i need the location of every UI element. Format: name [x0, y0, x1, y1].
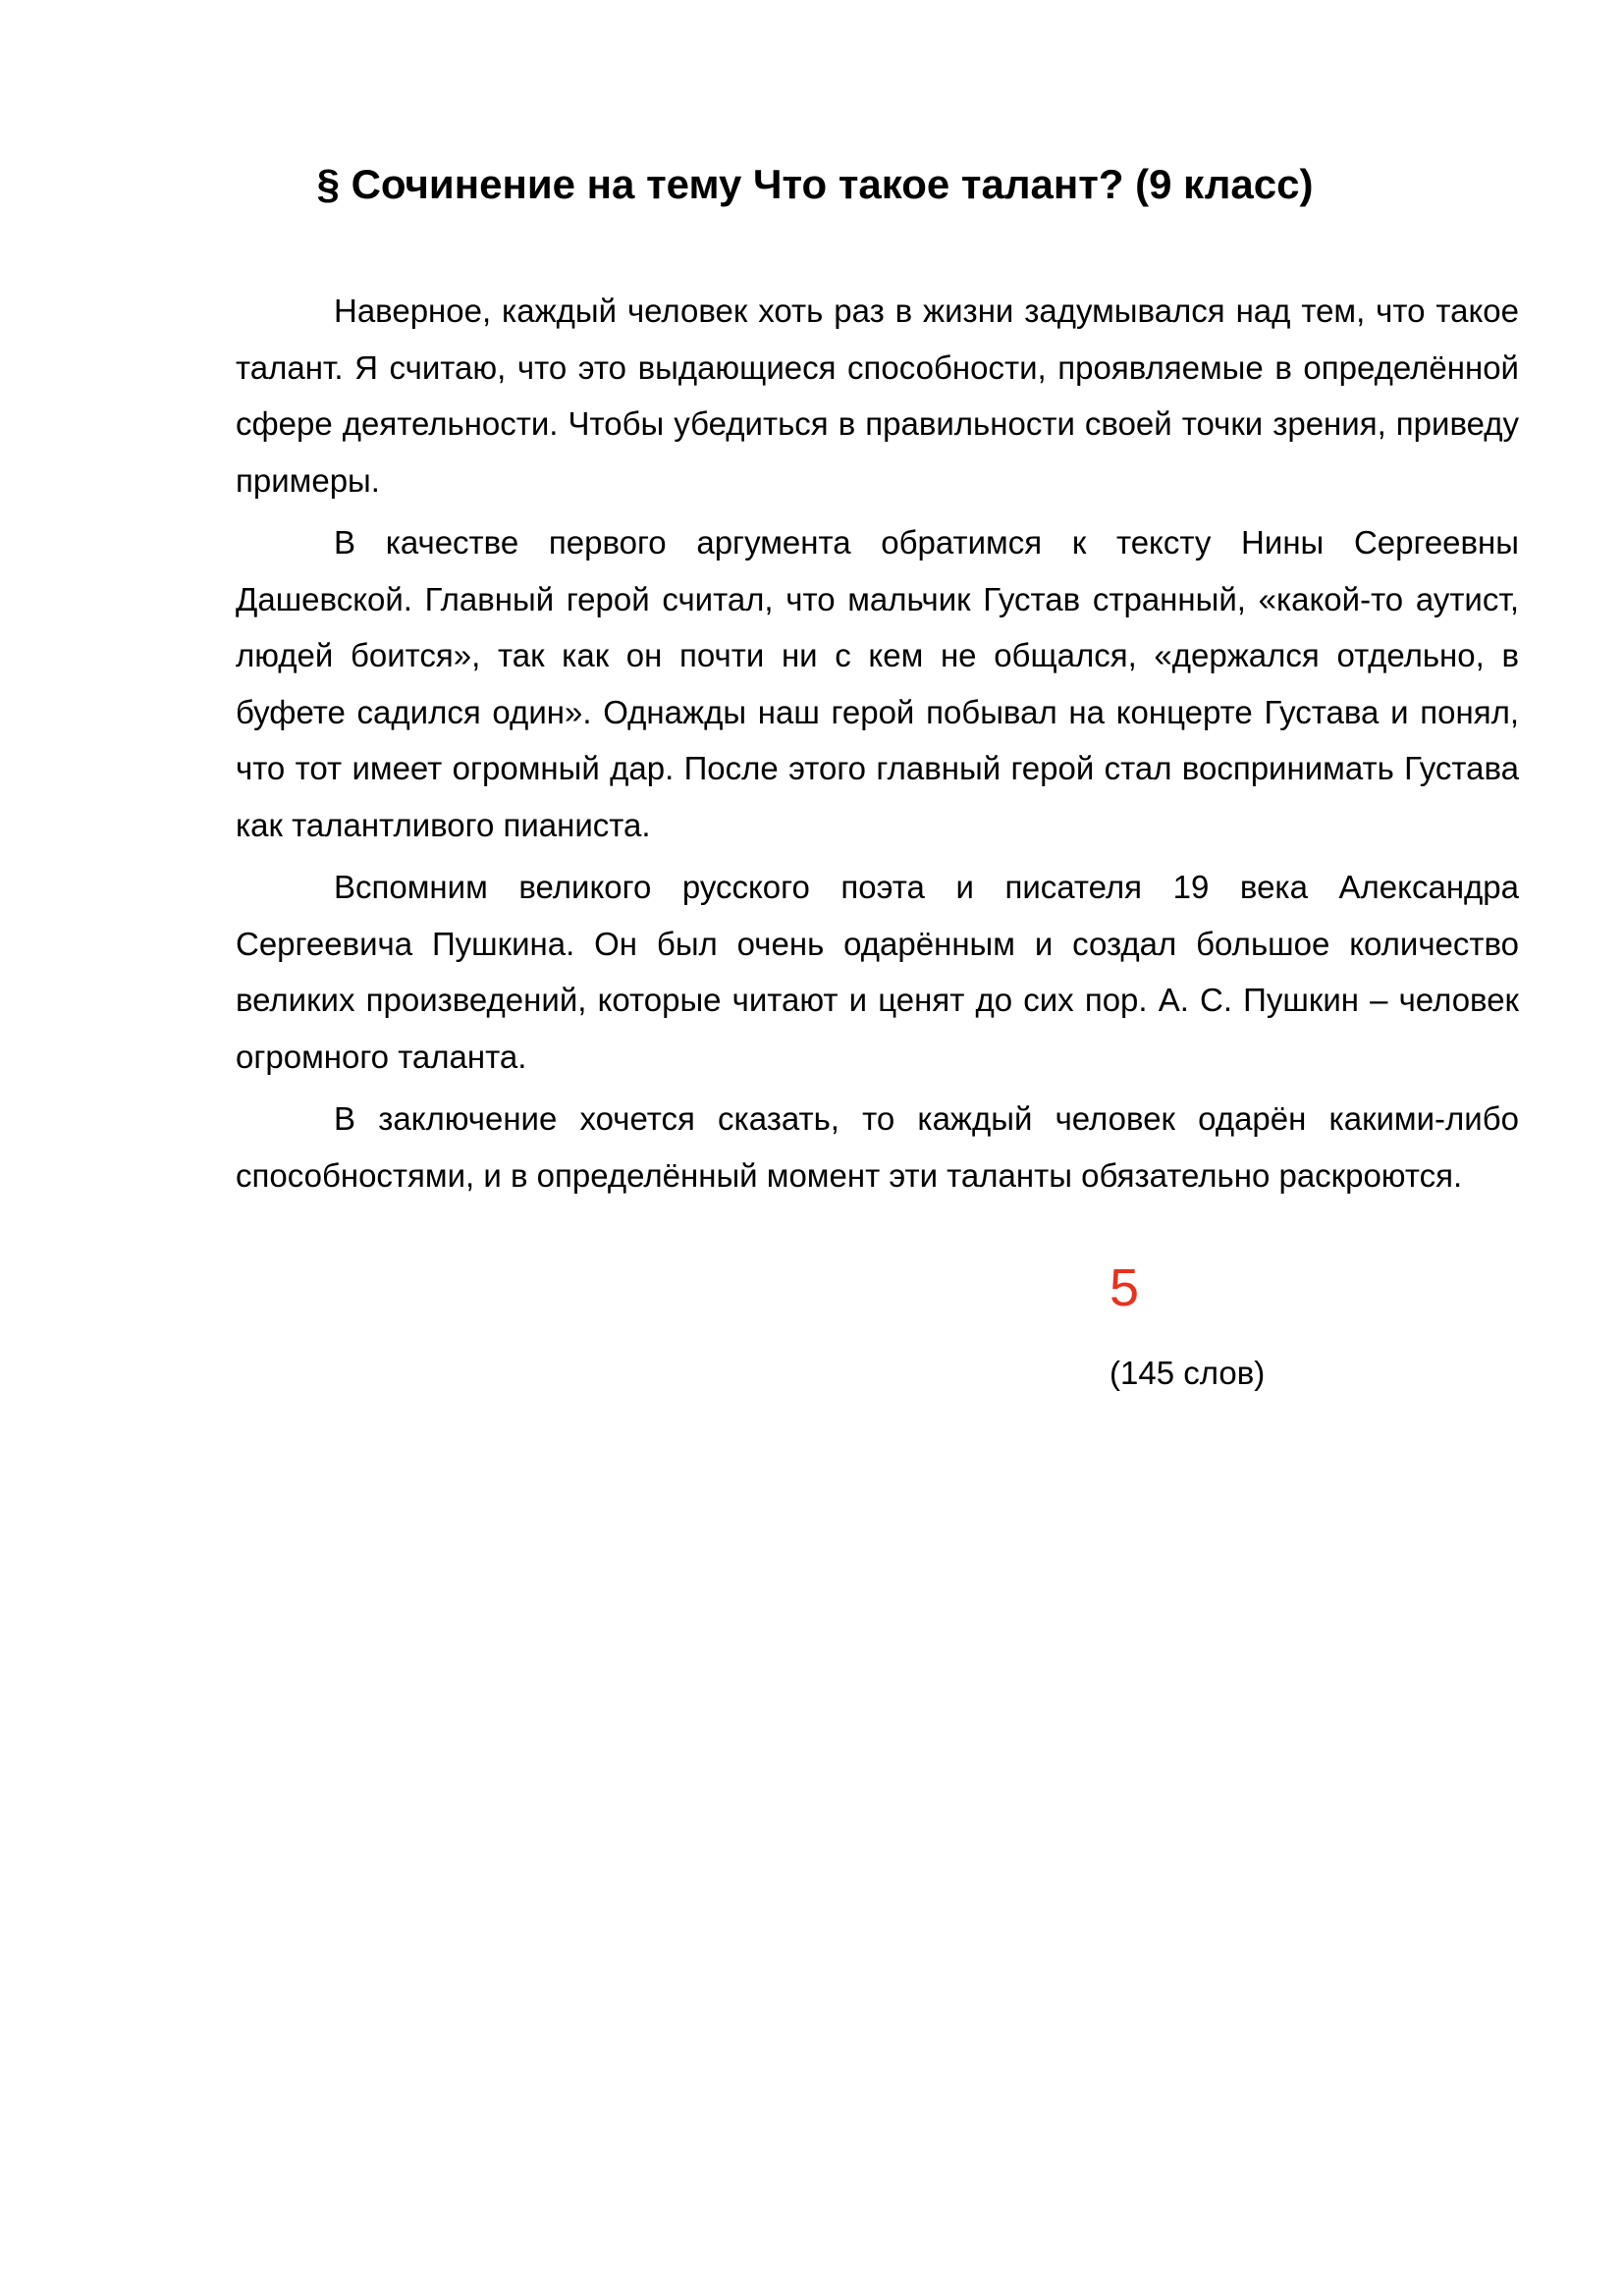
essay-body — [236, 283, 1519, 1209]
essay-paragraph-4: В заключение хочется сказать, то каждый человек одарён какими-либо способностями, и в определённый момент эти таланты обязательно раскроются. — [236, 1100, 1519, 1194]
grade-mark: 5 — [1110, 1258, 1140, 1317]
essay-paragraph-3: Вспомним великого русского поэта и писателя 19 века Александра Сергеевича Пушкина. Он был очень одарённым и создал большое количество великих произведений, которые читают и ценят до сих пор. А. С. Пушкин – человек огромного таланта. — [236, 869, 1519, 1075]
essay-title: § Сочинение на тему Что такое талант? (9 класс) — [316, 161, 1314, 207]
word-count: (145 слов) — [1110, 1355, 1266, 1391]
essay-paragraph-1: Наверное, каждый человек хоть раз в жизни задумывался над тем, что такое талант. Я считаю, что это выдающиеся способности, проявляемые в определённой сфере деятельности. Чтобы убедиться в правильности своей точки зрения, приведу примеры. — [236, 293, 1519, 499]
essay-paragraph-2: В качестве первого аргумента обратимся к тексту Нины Сергеевны Дашевской. Главный герой считал, что мальчик Густав странный, «какой-то аутист, людей боится», так как он почти ни с кем не общался, «держался отдельно, в буфете садился один». Однажды наш герой побывал на концерте Густава и понял, что тот имеет огромный дар. После этого главный герой стал воспринимать Густава как талантливого пианиста. — [236, 524, 1519, 843]
